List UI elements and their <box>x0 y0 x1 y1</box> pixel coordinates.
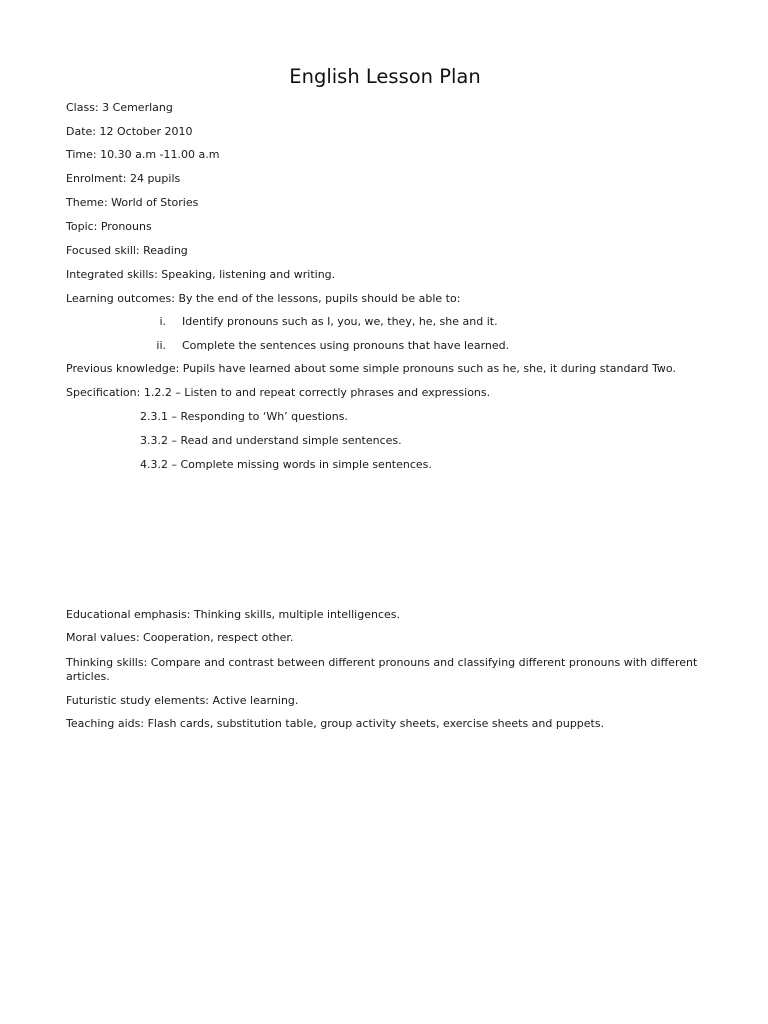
futuristic-elements-line: Futuristic study elements: Active learning. <box>66 694 299 707</box>
teaching-aids-line: Teaching aids: Flash cards, substitution table, group activity sheets, exercise sheets and puppets. <box>66 717 605 730</box>
outcome-number: ii. <box>156 339 166 352</box>
class-line: Class: 3 Cemerlang <box>66 101 173 114</box>
theme-line: Theme: World of Stories <box>66 196 199 209</box>
enrolment-line: Enrolment: 24 pupils <box>66 172 181 185</box>
specification-line: Specification: 1.2.2 – Listen to and repeat correctly phrases and expressions. <box>66 386 491 399</box>
outcome-number: i. <box>159 315 166 328</box>
page-title: English Lesson Plan <box>289 65 481 88</box>
specification-item: 2.3.1 – Responding to ‘Wh’ questions. <box>140 410 348 423</box>
date-line: Date: 12 October 2010 <box>66 125 193 138</box>
focused-skill-line: Focused skill: Reading <box>66 244 188 257</box>
learning-outcomes-line: Learning outcomes: By the end of the lessons, pupils should be able to: <box>66 292 461 305</box>
outcome-item: Complete the sentences using pronouns that have learned. <box>182 339 510 352</box>
educational-emphasis-line: Educational emphasis: Thinking skills, multiple intelligences. <box>66 608 401 621</box>
specification-item: 4.3.2 – Complete missing words in simple sentences. <box>140 458 432 471</box>
integrated-skills-line: Integrated skills: Speaking, listening and writing. <box>66 268 336 281</box>
time-line: Time: 10.30 a.m -11.00 a.m <box>66 148 220 161</box>
previous-knowledge-line: Previous knowledge: Pupils have learned about some simple pronouns such as he, she, it during standard Two. <box>66 362 676 375</box>
moral-values-line: Moral values: Cooperation, respect other. <box>66 631 294 644</box>
thinking-skills-line: Thinking skills: Compare and contrast between different pronouns and classifying different pronouns with different articles. <box>66 656 698 683</box>
outcome-item: Identify pronouns such as I, you, we, they, he, she and it. <box>182 315 498 328</box>
specification-item: 3.3.2 – Read and understand simple sentences. <box>140 434 402 447</box>
topic-line: Topic: Pronouns <box>66 220 152 233</box>
